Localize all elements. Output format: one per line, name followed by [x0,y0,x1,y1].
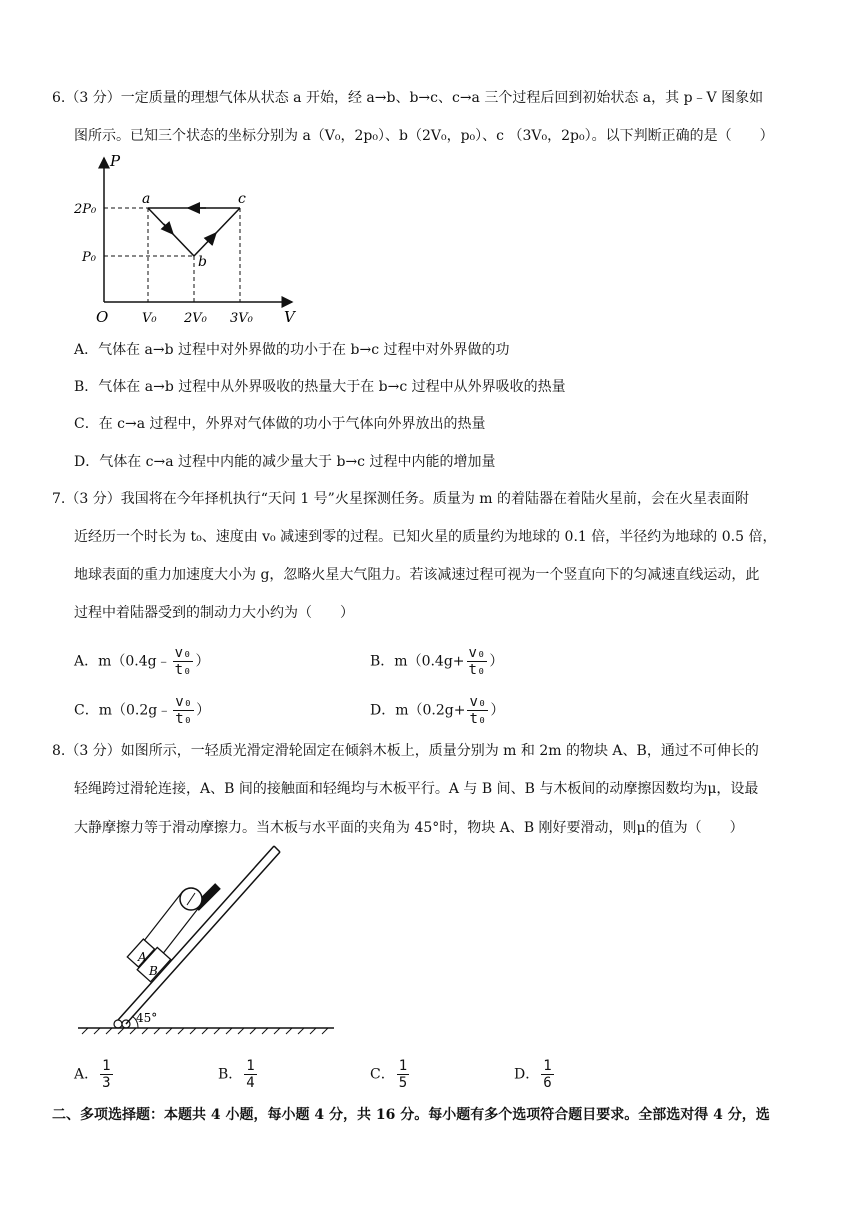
q8-stem-line1: 8.（3 分）如图所示，一轻质光滑定滑轮固定在倾斜木板上，质量分别为 m 和 2m 的物块 A、B，通过不可伸长的 [52,743,759,759]
block-a-label: A [138,950,147,964]
origin-label: O [96,308,109,326]
fraction: $\frac{1}{4}$ [246,1058,255,1091]
point-b-label: b [198,254,207,270]
q6-option-a[interactable]: A．气体在 a→b 过程中对外界做的功小于在 b→c 过程中对外界做的功 [74,342,510,358]
q7-option-c[interactable]: C．m（0.2g﹣ $\frac{\text{v₀}}{\text{t₀}}$ ） [74,694,211,727]
q6-pv-graph [70,152,310,332]
fraction: $\frac{\text{v₀}}{\text{t₀}}$ [468,645,486,678]
v-axis-label: V [284,308,295,326]
board-edge-bottom [118,846,274,1020]
rope-upper [140,891,183,946]
q7-stem-line3: 地球表面的重力加速度大小为 g，忽略火星大气阻力。若该减速过程可视为一个竖直向下的匀减速直线运动，此 [74,567,760,583]
process-bc [194,208,240,256]
q8-option-c[interactable]: C． $\frac{1}{5}$ [370,1058,408,1091]
q6-stem-line1: 6.（3 分）一定质量的理想气体从状态 a 开始，经 a→b、b→c、c→a 三个过程后回到初始状态 a，其 p﹣V 图象如 [52,90,764,106]
q8-stem-line2: 轻绳跨过滑轮连接，A、B 间的接触面和轻绳均与木板平行。A 与 B 间、B 与木板间的动摩擦因数均为μ，设最 [74,781,759,797]
q7-option-b[interactable]: B．m（0.4g+ $\frac{\text{v₀}}{\text{t₀}}$ ） [370,645,504,678]
x-tick-3v0: 3V₀ [230,311,253,326]
q6-option-c[interactable]: C．在 c→a 过程中，外界对气体做的功小于气体向外界放出的热量 [74,416,486,432]
x-tick-2v0: 2V₀ [184,311,207,326]
q8-stem-line3: 大静摩擦力等于滑动摩擦力。当木板与水平面的夹角为 45°时，物块 A、B 刚好要滑动，则μ的值为（ ） [74,820,744,836]
fraction: $\frac{1}{5}$ [398,1058,408,1091]
point-c-label: c [238,191,246,207]
x-tick-v0: V₀ [142,311,157,326]
fraction: $\frac{\text{v₀}}{\text{t₀}}$ [469,694,487,727]
p-axis-label: P [110,152,121,170]
q7-stem-line2: 近经历一个时长为 t₀、速度由 v₀ 减速到零的过程。已知火星的质量约为地球的 0.1 倍，半径约为地球的 0.5 倍， [74,529,777,545]
q7-stem-line1: 7.（3 分）我国将在今年择机执行“天问 1 号”火星探测任务。质量为 m 的着陆器在着陆火星前，会在火星表面附 [52,491,750,507]
block-b-label: B [149,964,158,978]
q6-stem-line2: 图所示。已知三个状态的坐标分别为 a（V₀，2p₀）、b（2V₀，p₀）、c （3V₀，2p₀）。以下判断正确的是（ ） [74,128,774,144]
fraction: $\frac{1}{6}$ [543,1058,552,1091]
q6-option-b[interactable]: B．气体在 a→b 过程中从外界吸收的热量大于在 b→c 过程中从外界吸收的热量 [74,379,566,395]
q6-option-d[interactable]: D．气体在 c→a 过程中内能的减少量大于 b→c 过程中内能的增加量 [74,454,496,470]
q7-stem-line4: 过程中着陆器受到的制动力大小约为（ ） [74,605,354,621]
y-tick-p0: P₀ [82,250,96,265]
q8-incline-figure [74,838,344,1038]
q8-option-a[interactable]: A． $\frac{1}{3}$ [74,1058,111,1091]
fraction: $\frac{\text{v₀}}{\text{t₀}}$ [175,694,193,727]
q8-option-b[interactable]: B． $\frac{1}{4}$ [218,1058,255,1091]
fraction: $\frac{1}{3}$ [102,1058,111,1091]
fraction: $\frac{\text{v₀}}{\text{t₀}}$ [174,645,192,678]
q7-option-d[interactable]: D．m（0.2g+ $\frac{\text{v₀}}{\text{t₀}}$ ） [370,694,505,727]
q8-option-d[interactable]: D． $\frac{1}{6}$ [514,1058,552,1091]
board-edge-top [126,852,280,1024]
point-a-label: a [142,191,151,207]
q7-option-a[interactable]: A．m（0.4g﹣ $\frac{\text{v₀}}{\text{t₀}}$ ） [74,645,210,678]
hinge-left [114,1020,122,1028]
y-tick-2p0: 2P₀ [74,202,97,217]
section2-heading: 二、多项选择题：本题共 4 小题，每小题 4 分，共 16 分。每小题有多个选项符合题目要求。全部选对得 4 分，选 [52,1107,770,1123]
angle-label: 45° [136,1011,158,1025]
